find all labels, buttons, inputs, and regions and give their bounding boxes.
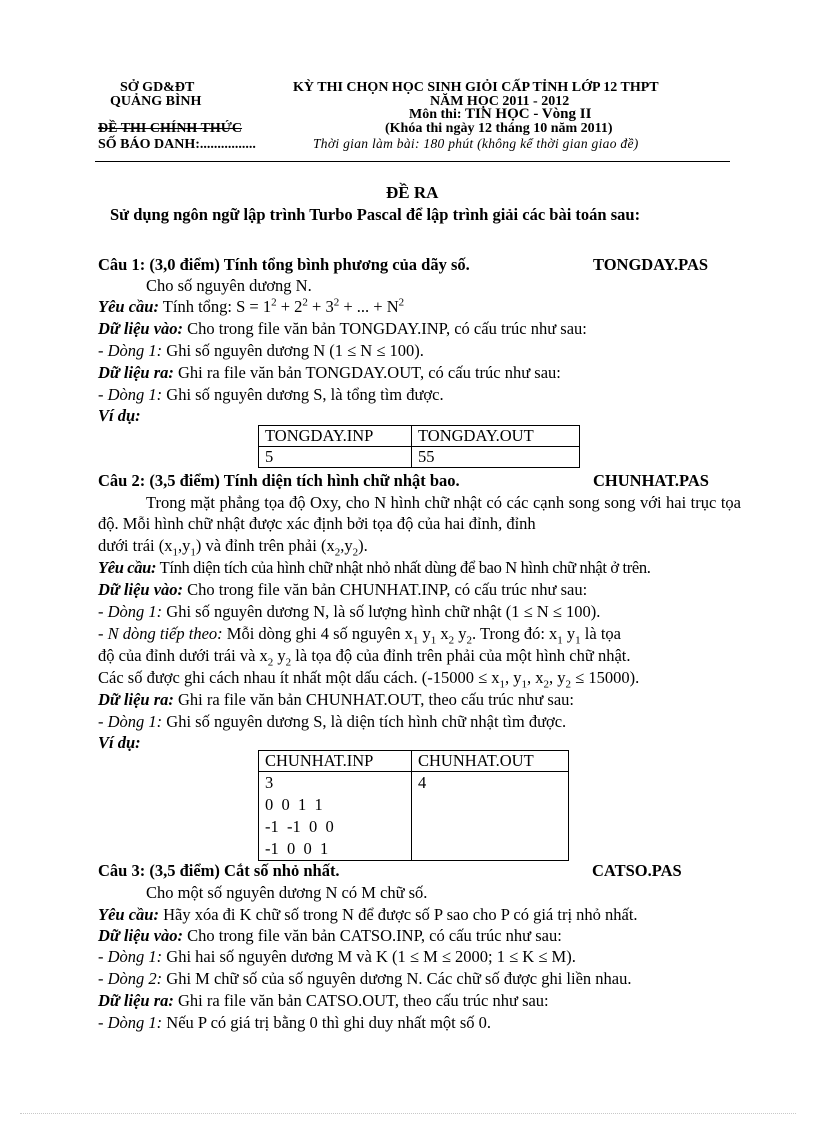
school-year: NĂM HỌC 2011 - 2012	[430, 94, 570, 109]
text: là tọa	[580, 624, 621, 643]
text: ,y	[177, 536, 191, 555]
table-cell: 4	[412, 772, 569, 861]
subject-name: TIN HỌC - Vòng II	[465, 106, 592, 122]
text: . Trong đó: x	[472, 624, 558, 643]
q2-example-label: Ví dụ:	[98, 733, 141, 752]
q2-paragraph: Trong mặt phẳng tọa độ Oxy, cho N hình chữ nhật có các cạnh song song với hai trục tọa độ. Mỗi hình chữ nhật được xác định bởi tọa độ của hai đỉnh, đỉnh	[98, 493, 741, 533]
sub: 1	[190, 546, 196, 559]
q2-line1-text: Ghi số nguyên dương N, là số lượng hình chữ nhật (1 ≤ N ≤ 100).	[162, 602, 601, 621]
q1-input-desc	[98, 318, 587, 339]
q3-req-text: Hãy xóa đi K chữ số trong N để được số P sao cho P có giá trị nhỏ nhất.	[158, 905, 638, 924]
sub: 1	[412, 634, 419, 647]
q2-req-label: Yêu cầu:	[98, 558, 157, 577]
text: Mỗi dòng ghi 4 số nguyên x	[222, 624, 413, 643]
subject-prefix: Môn thi:	[409, 107, 465, 122]
q1-heading: Câu 1: (3,0 điểm) Tính tổng bình phương của dãy số.	[98, 255, 470, 274]
q1-in-text: Cho trong file văn bản TONGDAY.INP, có cấu trúc như sau:	[183, 319, 587, 338]
q2-output-desc	[98, 689, 574, 710]
sub: 1	[499, 678, 506, 691]
sub: 2	[466, 634, 472, 647]
sup: 2	[398, 296, 405, 309]
text: ,y	[340, 536, 353, 555]
q2-requirement	[98, 557, 651, 578]
text: là tọa độ của đỉnh trên phải của một hình chữ nhật.	[291, 646, 631, 665]
q2-output-line1	[98, 711, 566, 732]
province-name: QUẢNG BÌNH	[110, 94, 202, 109]
q3-input-line2	[98, 968, 631, 989]
q1-termN: + ... + N	[339, 297, 399, 316]
q3-requirement	[98, 904, 638, 925]
q1-requirement	[98, 296, 404, 317]
sub: 2	[334, 546, 341, 559]
q2-coord-line	[98, 645, 631, 669]
q1-example-table	[258, 425, 580, 468]
q1-out-label: Dữ liệu ra:	[98, 363, 174, 382]
table-row	[259, 447, 580, 468]
q1-input-line1	[98, 340, 424, 361]
text: , y	[549, 668, 566, 687]
q2-out-label: Dữ liệu ra:	[98, 690, 174, 709]
q1-req-text: Tính tổng: S = 1	[158, 297, 272, 316]
q1-in-label: Dữ liệu vào:	[98, 319, 184, 338]
q3-out-label: Dữ liệu ra:	[98, 991, 174, 1010]
sub: 2	[448, 634, 455, 647]
table-cell	[259, 772, 412, 861]
q3-line1-label: - Dòng 1:	[98, 947, 163, 966]
text: dưới trái (x	[98, 536, 173, 555]
sup: 2	[271, 296, 277, 309]
text: ) và đỉnh trên phải (x	[195, 536, 335, 555]
q2-filename: CHUNHAT.PAS	[593, 471, 709, 490]
q2-example-table	[258, 750, 569, 861]
table-row	[259, 772, 569, 861]
time-limit: Thời gian làm bài: 180 phút (không kể thời gian giao đề)	[313, 136, 639, 151]
official-exam-label: ĐỀ THI CHÍNH THỨC	[98, 121, 243, 136]
input-line: -1 -1 0 0	[265, 817, 334, 836]
q2-paragraph-end	[98, 535, 368, 559]
q3-output-line1	[98, 1012, 491, 1033]
table-header-cell: TONGDAY.OUT	[412, 426, 580, 447]
q3-intro: Cho một số nguyên dương N có M chữ số.	[146, 883, 428, 902]
input-line: 3	[265, 773, 274, 792]
q3-filename: CATSO.PAS	[592, 861, 682, 880]
text: y	[562, 624, 576, 643]
q2-input-line1	[98, 601, 600, 622]
input-line: -1 0 0 1	[265, 839, 329, 858]
text: ≤ 15000).	[571, 668, 640, 687]
q2-out-line-text: Ghi số nguyên dương S, là diện tích hình chữ nhật tìm được.	[162, 712, 567, 731]
q2-heading: Câu 2: (3,5 điểm) Tính diện tích hình chữ nhật bao.	[98, 471, 460, 490]
q2-out-line-label: - Dòng 1:	[98, 712, 163, 731]
q3-in-text: Cho trong file văn bản CATSO.INP, có cấu trúc như sau:	[183, 926, 562, 945]
text: ).	[358, 536, 368, 555]
q1-out-text: Ghi ra file văn bản TONGDAY.OUT, có cấu trúc như sau:	[173, 363, 561, 382]
input-line: 0 0 1 1	[265, 795, 323, 814]
q3-in-label: Dữ liệu vào:	[98, 926, 184, 945]
table-cell: 55	[412, 447, 580, 468]
exam-title: KỲ THI CHỌN HỌC SINH GIỎI CẤP TỈNH LỚP 12 THPT	[293, 80, 659, 95]
text: Các số được ghi cách nhau ít nhất một dấu cách. (-15000 ≤ x	[98, 668, 500, 687]
q2-line1-label: - Dòng 1:	[98, 602, 163, 621]
q3-heading: Câu 3: (3,5 điểm) Cắt số nhỏ nhất.	[98, 861, 340, 880]
exam-date: (Khóa thi ngày 12 tháng 10 năm 2011)	[385, 121, 613, 136]
text: x	[436, 624, 449, 643]
sub: 1	[521, 678, 528, 691]
q2-in-label: Dữ liệu vào:	[98, 580, 184, 599]
text: , x	[527, 668, 544, 687]
text: , y	[505, 668, 522, 687]
q1-in-line-text: Ghi số nguyên dương N (1 ≤ N ≤ 100).	[162, 341, 424, 360]
q1-term3: + 3	[307, 297, 334, 316]
q2-in-text: Cho trong file văn bản CHUNHAT.INP, có cấu trúc như sau:	[183, 580, 588, 599]
sub: 2	[565, 678, 572, 691]
sub: 2	[285, 656, 292, 669]
sub: 2	[352, 546, 359, 559]
sup: 2	[333, 296, 340, 309]
sub: 1	[557, 634, 563, 647]
header-divider	[95, 161, 730, 162]
doc-subtitle: Sử dụng ngôn ngữ lập trình Turbo Pascal để lập trình giải các bài toán sau:	[110, 205, 641, 224]
q1-in-line-label: - Dòng 1:	[98, 341, 163, 360]
sub: 2	[543, 678, 550, 691]
table-row	[259, 751, 569, 772]
table-row	[259, 426, 580, 447]
q3-out-line-text: Nếu P có giá trị bằng 0 thì ghi duy nhất một số 0.	[162, 1013, 492, 1032]
q3-line1-text: Ghi hai số nguyên dương M và K (1 ≤ M ≤ 2000; 1 ≤ K ≤ M).	[162, 947, 576, 966]
dept-name: SỞ GD&ĐT	[120, 80, 195, 95]
sub: 1	[430, 634, 437, 647]
q3-req-label: Yêu cầu:	[98, 905, 159, 924]
page-bottom-divider	[20, 1113, 796, 1114]
q1-out-line-label: - Dòng 1:	[98, 385, 163, 404]
text: y	[454, 624, 467, 643]
table-header-cell: CHUNHAT.OUT	[412, 751, 569, 772]
table-header-cell: CHUNHAT.INP	[259, 751, 412, 772]
q1-filename: TONGDAY.PAS	[593, 255, 709, 274]
q3-input-desc	[98, 925, 562, 946]
q1-example-label: Ví dụ:	[98, 406, 141, 425]
sub: 1	[172, 546, 178, 559]
q2-input-desc	[98, 579, 587, 600]
text: độ của đỉnh dưới trái và x	[98, 646, 268, 665]
table-header-cell: TONGDAY.INP	[259, 426, 412, 447]
sup: 2	[302, 296, 308, 309]
q2-out-text: Ghi ra file văn bản CHUNHAT.OUT, theo cấu trúc như sau:	[173, 690, 574, 709]
q2-req-text: Tính diện tích của hình chữ nhật nhỏ nhất dùng để bao N hình chữ nhật ở trên.	[156, 558, 651, 577]
q3-line2-label: - Dòng 2:	[98, 969, 163, 988]
q3-output-desc	[98, 990, 549, 1011]
q3-out-line-label: - Dòng 1:	[98, 1013, 163, 1032]
subject-line	[409, 107, 591, 122]
q2-lineN-label: - N dòng tiếp theo:	[98, 624, 223, 643]
candidate-number-label: SỐ BÁO DANH:................	[98, 137, 256, 152]
q1-output-desc	[98, 362, 561, 383]
table-cell: 5	[259, 447, 412, 468]
text: y	[418, 624, 431, 643]
q1-intro: Cho số nguyên dương N.	[146, 276, 312, 295]
q2-input-lineN	[98, 623, 621, 647]
text: y	[273, 646, 286, 665]
q3-line2-text: Ghi M chữ số của số nguyên dương N. Các chữ số được ghi liền nhau.	[162, 969, 632, 988]
sub: 2	[267, 656, 274, 669]
doc-title: ĐỀ RA	[386, 183, 439, 202]
q1-output-line1	[98, 384, 444, 405]
q2-range-line	[98, 667, 640, 691]
q1-term2: + 2	[276, 297, 303, 316]
q3-input-line1	[98, 946, 576, 967]
q1-out-line-text: Ghi số nguyên dương S, là tổng tìm được.	[162, 385, 444, 404]
q1-req-label: Yêu cầu:	[98, 297, 159, 316]
sub: 1	[575, 634, 581, 647]
q3-out-text: Ghi ra file văn bản CATSO.OUT, theo cấu trúc như sau:	[173, 991, 549, 1010]
